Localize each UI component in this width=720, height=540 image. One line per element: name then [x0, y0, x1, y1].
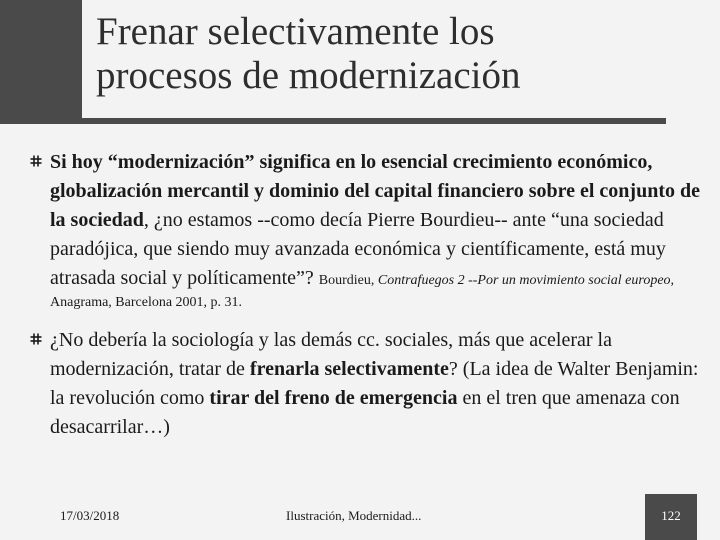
hash-bullet-icon	[30, 155, 42, 167]
decorative-square	[0, 0, 82, 122]
citation-publisher: Anagrama, Barcelona 2001, p. 31.	[50, 295, 243, 310]
bullet-1-bold-lead: Si hoy “modernización” significa en lo esencial crecimiento económico, globalización mercantil y dominio del capital financiero sobre el conjunto de la sociedad	[50, 151, 700, 231]
bullet-list	[30, 148, 700, 442]
slide-title-line-2: procesos de modernización	[96, 54, 521, 97]
bullet-2-bold-2: tirar del freno de emergencia	[209, 387, 458, 409]
bullet-item-2	[30, 326, 700, 442]
bullet-2-text-2: ? (La idea de Walter Benjamin: la revolución como	[50, 358, 699, 409]
bullet-item-1	[30, 148, 700, 314]
title-rule	[0, 118, 666, 124]
footer-title: Ilustración, Modernidad...	[286, 508, 422, 523]
slide-title	[96, 10, 696, 98]
bullet-2-text-1: ¿No debería la sociología y las demás cc. sociales, más que acelerar la modernización, tratar de	[50, 329, 612, 380]
page-number: 122	[661, 508, 681, 523]
hash-bullet-icon	[30, 333, 42, 345]
citation-author: Bourdieu,	[318, 273, 378, 288]
bullet-1-text: , ¿no estamos --como decía Pierre Bourdieu-- ante “una sociedad paradójica, que siendo muy avanzada económica y científicamente, está muy atrasada social y políticamente”?	[50, 209, 666, 289]
slide-title-line-1: Frenar selectivamente los	[96, 10, 495, 53]
bullet-2-bold-1: frenarla selectivamente	[249, 358, 449, 380]
footer-date: 17/03/2018	[60, 508, 120, 523]
citation-title: Contrafuegos 2 --Por un movimiento social europeo,	[377, 273, 675, 288]
bullet-2-text-3: en el tren que amenaza con desacarrilar…)	[50, 387, 680, 438]
